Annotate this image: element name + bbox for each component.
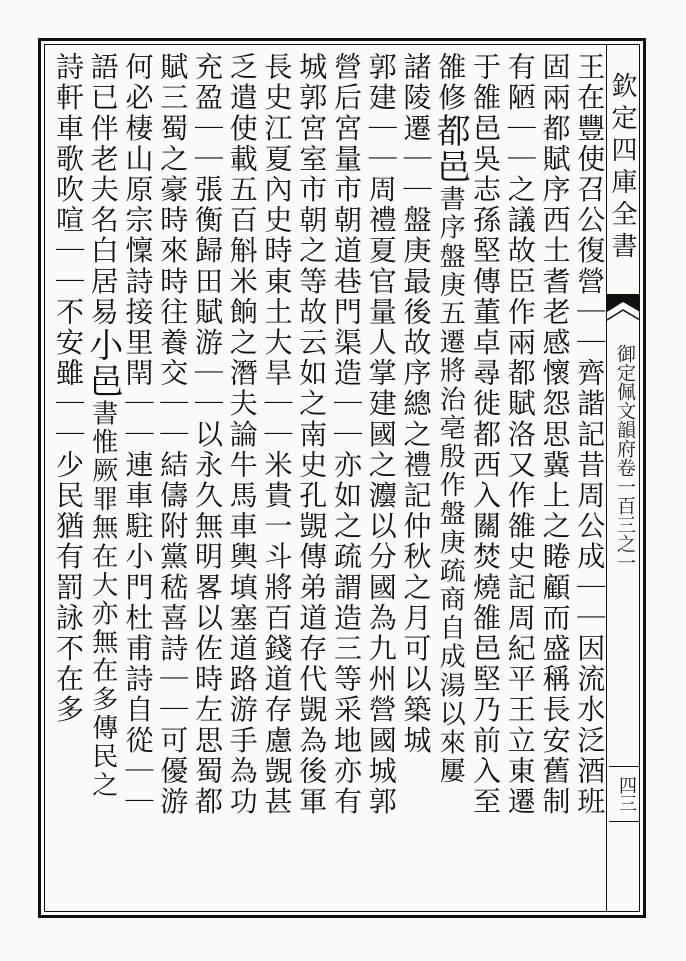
text-segment: 充盈｜｜張衡歸田賦游｜｜以永久無明畧以佐時左思蜀都: [191, 52, 224, 817]
fishtail-mark-icon: [607, 294, 640, 334]
text-column: [118, 52, 158, 912]
text-segment: 乏遣使載五百斛米餉之潛夫論牛馬車輿填塞道路游手為功: [225, 52, 259, 817]
text-column: [396, 52, 436, 912]
text-segment: 諸陵遷｜｜盤庚最後故序總之禮記仲秋之月可以築城: [399, 52, 433, 756]
text-segment: 城郭宮室市朝之等故云如之南史孔覬傳弟道存代覬為後軍: [295, 52, 329, 817]
text-column: [535, 52, 575, 912]
page-number: 四三: [609, 766, 639, 822]
text-column: [500, 52, 540, 912]
text-segment: 營后宮量市朝道巷門渠造｜｜亦如之疏謂造三等采地亦有: [330, 52, 363, 817]
text-segment: 書惟厥罪無在大亦無在多傳民之: [87, 399, 118, 800]
text-column: [83, 52, 123, 912]
text-segment: 詩軒車歌吹喧｜｜不安雖｜｜少民猶有罰詠不在多: [52, 52, 85, 726]
text-column: [257, 52, 297, 912]
text-segment: 有陋｜｜之議故臣作兩都賦洛又作雒史記周紀平王立東遷: [503, 52, 537, 817]
text-column: [222, 52, 262, 912]
text-segment: 何必棲山原宗懍詩接里閈｜｜連車駐小門杜甫詩自從｜｜: [121, 52, 155, 817]
text-column: [361, 52, 401, 912]
text-segment: 書序盤庚五遷將治亳殷作盤庚疏商自成湯以來屢: [435, 185, 466, 786]
text-segment: 郭建｜｜周禮夏官量人掌建國之灋以分國為九州營國城郭: [364, 52, 398, 817]
text-column: [187, 52, 227, 912]
text-column: [152, 52, 192, 912]
text-segment: 雒修: [434, 52, 468, 114]
text-segment: 王在豐使召公復營｜｜齊諧記昔周公成｜｜因流水泛酒班: [573, 52, 607, 817]
text-segment: 語已伴老夫名白居易: [86, 52, 120, 328]
margin-banner: [606, 44, 640, 912]
text-column: [291, 52, 331, 912]
text-segment: 長史江夏內史時東土大旱｜｜米貴一斗將百錢道存慮覬甚: [260, 52, 294, 817]
text-segment: 賦三蜀之豪時來時往養交｜｜結儔附黨嵇喜詩｜｜可優游: [156, 52, 190, 817]
text-column: [326, 52, 366, 912]
book-title: 欽定四庫全書: [607, 72, 637, 264]
text-column: [465, 52, 505, 912]
headword: 都邑: [430, 113, 471, 186]
text-column: [430, 52, 470, 912]
main-text-block: [50, 52, 606, 912]
headword: 小邑: [82, 327, 123, 400]
text-segment: 于雒邑吳志孫堅傳董卓尋徙都西入關焚燒雒邑堅乃前入至: [469, 52, 502, 817]
text-column: [48, 52, 88, 912]
text-segment: 固兩都賦序西土耆老感懷怨思冀上之睠顧而盛稱長安舊制: [538, 52, 572, 817]
volume-label: 御定佩文韻府卷一百三之一: [614, 344, 636, 572]
